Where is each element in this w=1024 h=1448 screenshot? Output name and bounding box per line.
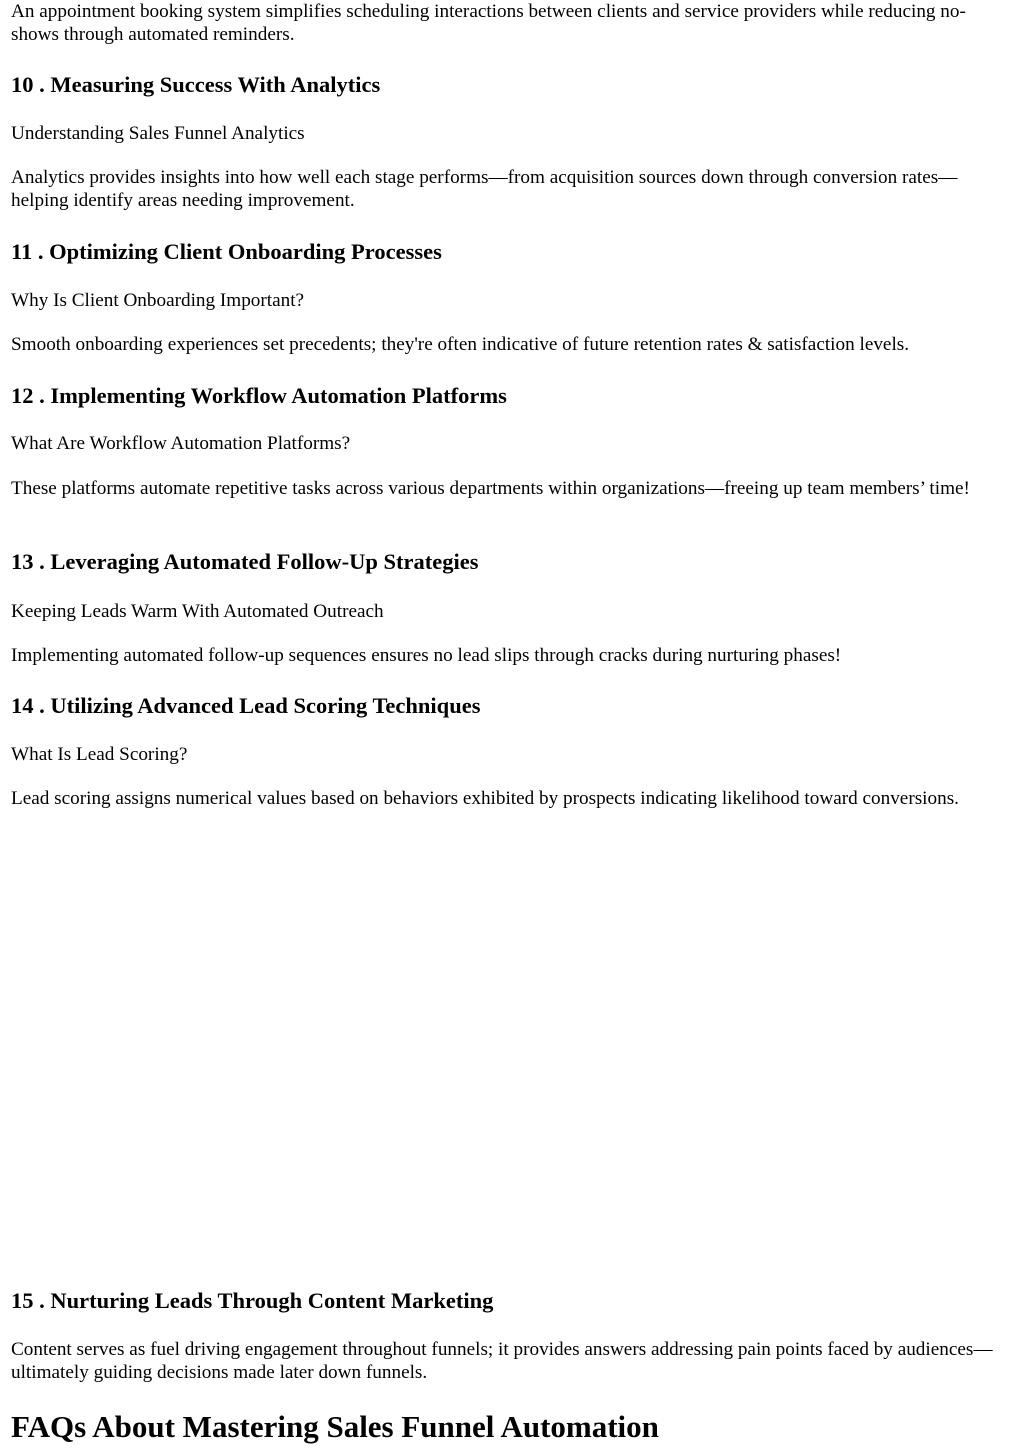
faq-heading: FAQs About Mastering Sales Funnel Automation xyxy=(11,1409,659,1444)
section-heading-12: 12 . Implementing Workflow Automation Platforms xyxy=(11,383,507,408)
section-body-14: Lead scoring assigns numerical values based on behaviors exhibited by prospects indicating likelihood toward conversions. xyxy=(11,788,959,809)
section-heading-11: 11 . Optimizing Client Onboarding Processes xyxy=(11,239,442,264)
section-heading-15: 15 . Nurturing Leads Through Content Marketing xyxy=(11,1288,494,1313)
section-subheading-12: What Are Workflow Automation Platforms? xyxy=(11,433,351,454)
section-body-15: Content serves as fuel driving engagement throughout funnels; it provides answers addressing pain points faced by audiences—ultimately guiding decisions made later down funnels. xyxy=(11,1339,993,1383)
section-subheading-13: Keeping Leads Warm With Automated Outreach xyxy=(11,601,384,622)
section-subheading-11: Why Is Client Onboarding Important? xyxy=(11,290,305,311)
intro-paragraph: An appointment booking system simplifies scheduling interactions between clients and service providers while reducing no-shows through automated reminders. xyxy=(11,1,966,45)
section-body-10: Analytics provides insights into how well each stage performs—from acquisition sources down through conversion rates—helping identify areas needing improvement. xyxy=(11,167,958,211)
section-body-13: Implementing automated follow-up sequences ensures no lead slips through cracks during nurturing phases! xyxy=(11,645,842,666)
section-subheading-14: What Is Lead Scoring? xyxy=(11,744,188,765)
section-heading-14: 14 . Utilizing Advanced Lead Scoring Techniques xyxy=(11,693,481,718)
section-heading-10: 10 . Measuring Success With Analytics xyxy=(11,72,381,97)
section-subheading-10: Understanding Sales Funnel Analytics xyxy=(11,123,305,144)
section-heading-13: 13 . Leveraging Automated Follow-Up Strategies xyxy=(11,549,479,574)
section-body-11: Smooth onboarding experiences set precedents; they're often indicative of future retention rates & satisfaction levels. xyxy=(11,334,910,355)
section-body-12: These platforms automate repetitive tasks across various departments within organizations—freeing up team members’ time! xyxy=(11,478,970,499)
